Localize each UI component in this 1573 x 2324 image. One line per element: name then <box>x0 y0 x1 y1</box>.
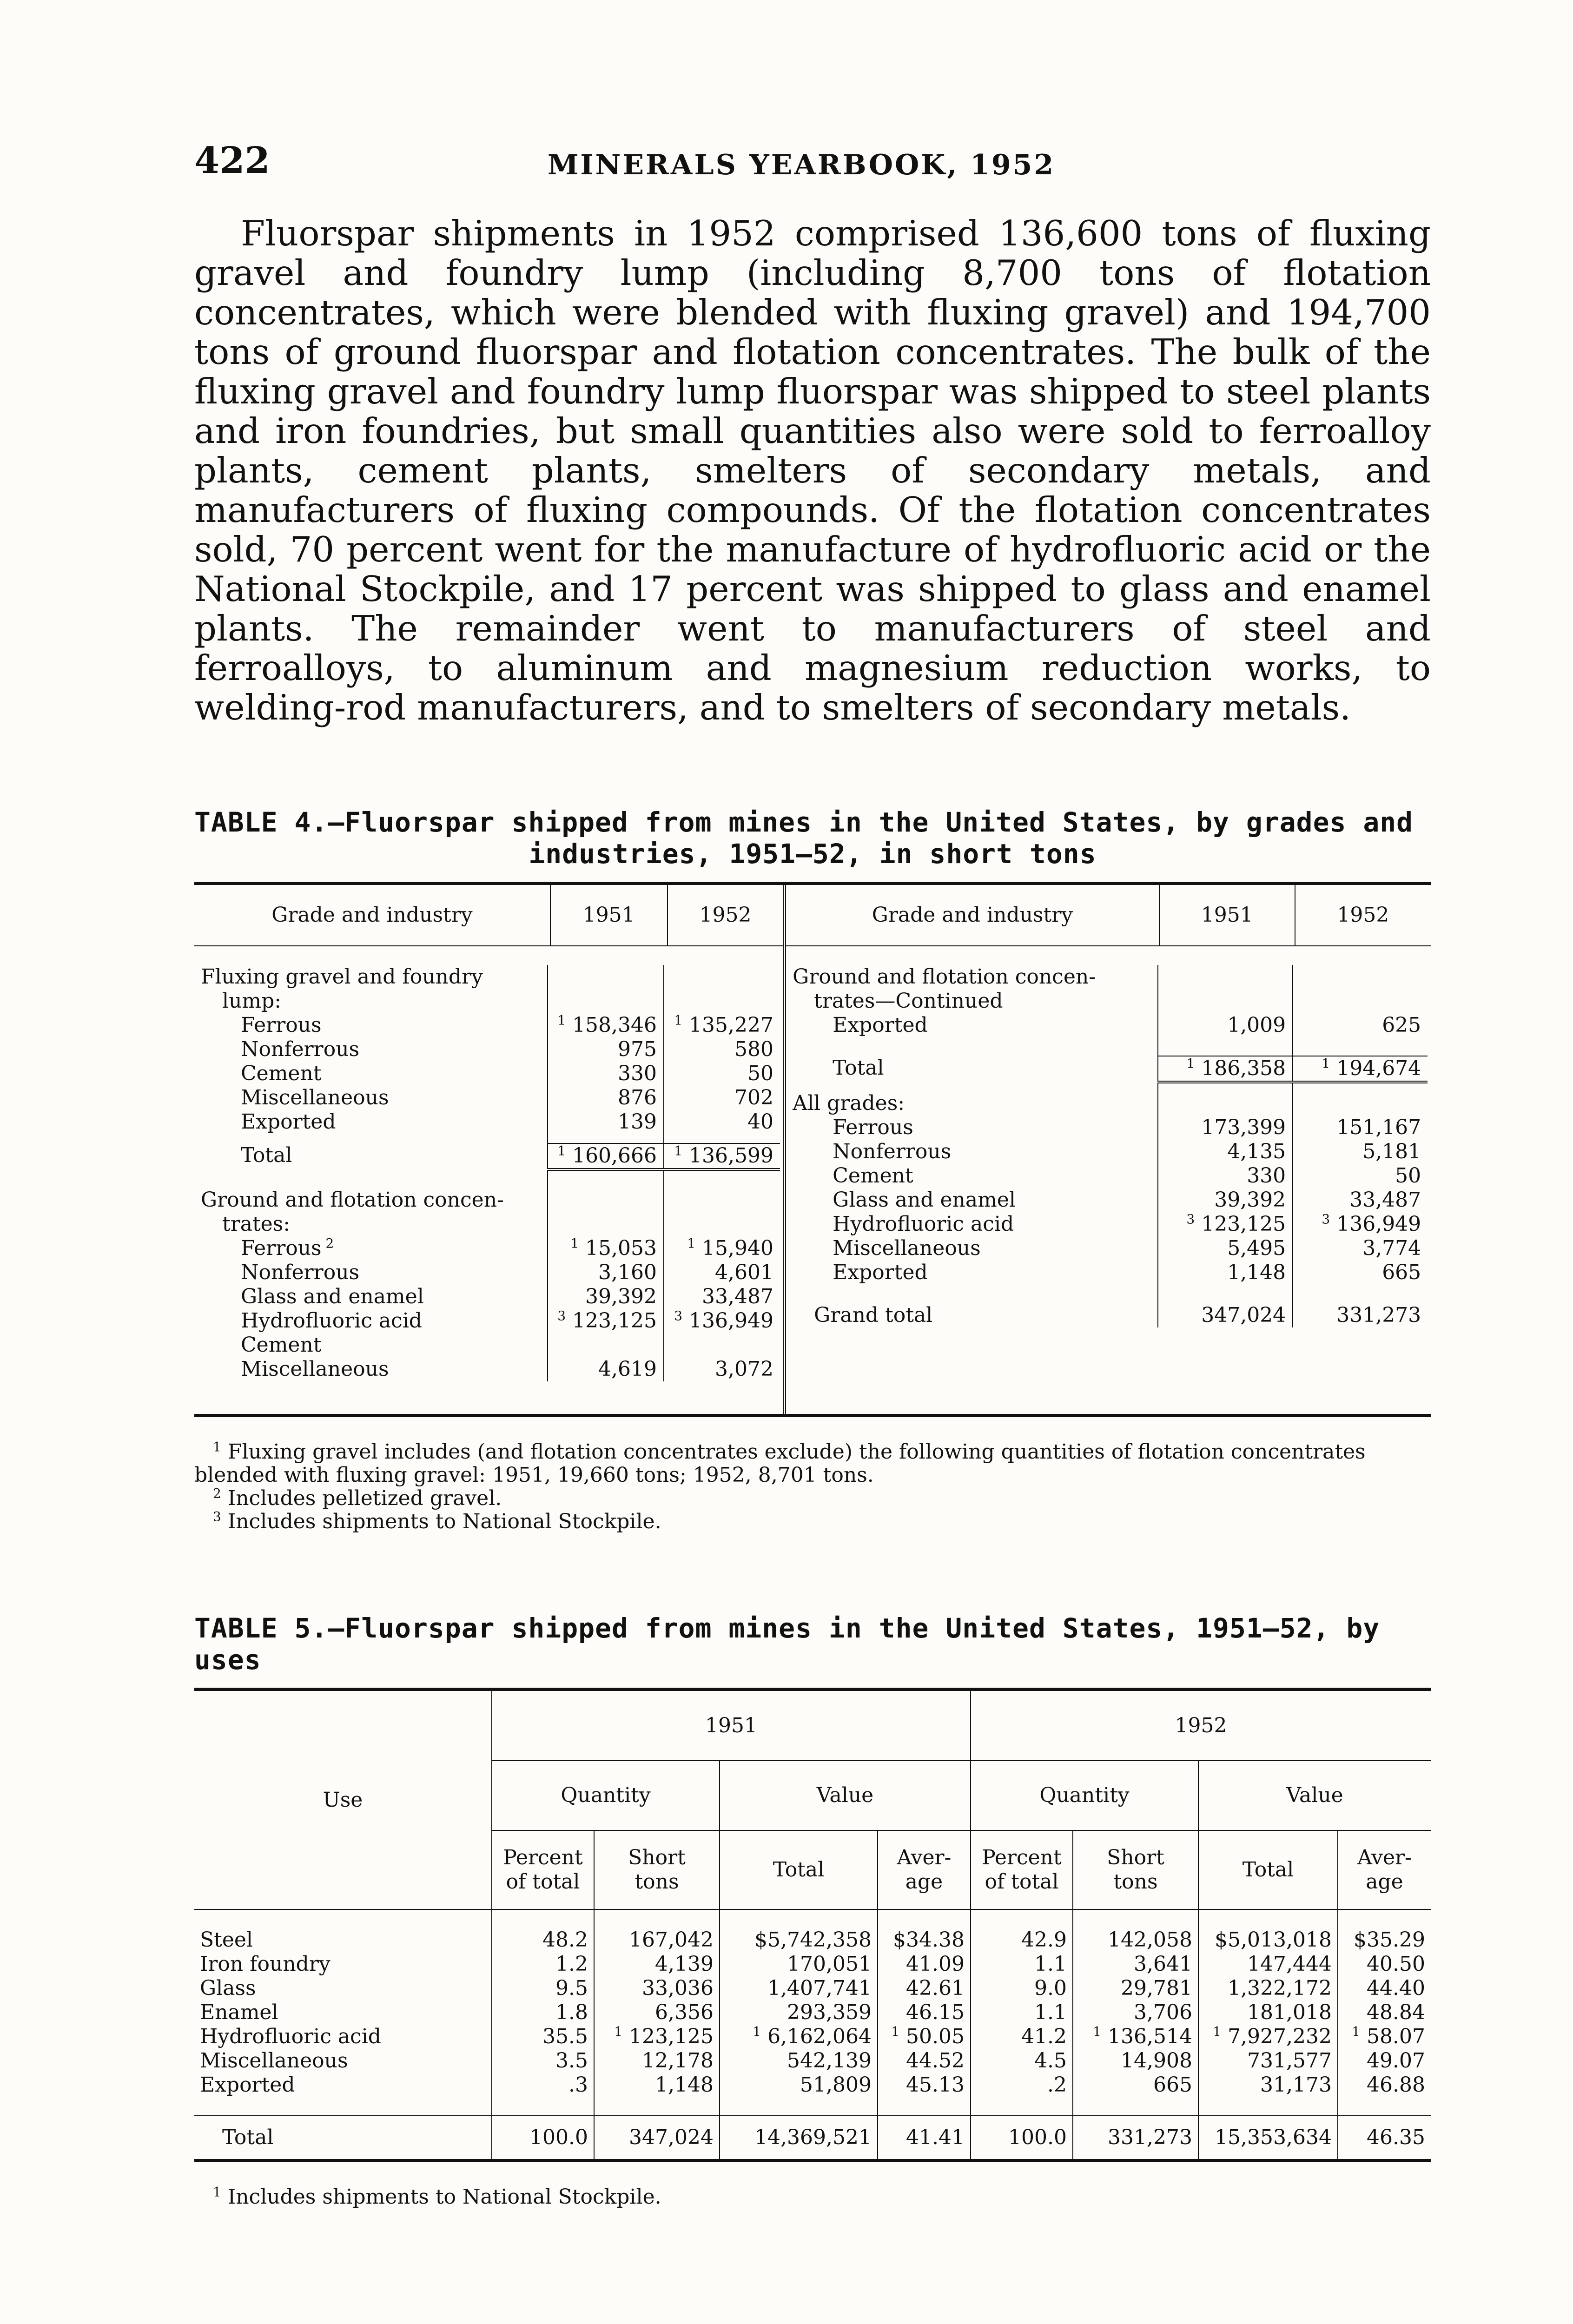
table4-all-label: Exported <box>833 1261 928 1284</box>
table5-use-label: Steel <box>200 1928 253 1952</box>
table4-header-1952-right: 1952 <box>1295 885 1431 946</box>
table5-use-label: Glass <box>200 1976 256 2000</box>
table4-header-grade-right: Grade and industry <box>785 885 1159 946</box>
table4-all-row: Ferrous 173,399 151,167 <box>786 1116 1428 1140</box>
table5-header-quantity-1952: Quantity <box>971 1761 1198 1830</box>
table4-all-label: Hydrofluoric acid <box>833 1212 1014 1236</box>
table5-header-average-1952: Aver- age <box>1338 1830 1431 1909</box>
table4-ground-row: Nonferrous 3,160 4,601 <box>194 1261 780 1285</box>
table4-ground-row: Ferrous $^2$ $^1$ 15,053 $^1$ 15,940 <box>194 1236 780 1261</box>
table5-row: Steel 48.2 167,042 $5,742,358 $34.38 42.9 142,058 $5,013,018 $35.29 <box>194 1928 1431 1952</box>
table4-header-1951-right: 1951 <box>1159 885 1295 946</box>
table4-ground-row: Glass and enamel 39,392 33,487 <box>194 1285 780 1309</box>
table4-all-label: Nonferrous <box>833 1140 952 1163</box>
table4-all-row: Miscellaneous 5,495 3,774 <box>786 1236 1428 1261</box>
table4-all-label: Miscellaneous <box>833 1236 981 1260</box>
table4-ground-label: Ferrous $^2$ <box>241 1236 334 1260</box>
table5-header-average-1951: Aver- age <box>878 1830 971 1909</box>
table4-ground-label: Nonferrous <box>241 1261 360 1284</box>
table4-header-row <box>194 885 1431 946</box>
table4-caption-line1: TABLE 4.—Fluorspar shipped from mines in the United States, by grades and <box>194 806 1414 838</box>
table4-cont-total-label: Total <box>833 1056 884 1080</box>
table5-total-a51: 41.41 <box>878 2116 971 2159</box>
table4-header-1951: 1951 <box>550 885 668 946</box>
table5-total-t52: 15,353,634 <box>1198 2116 1338 2159</box>
table5-total-t51: 14,369,521 <box>720 2116 878 2159</box>
table4-all-row: Cement 330 50 <box>786 1164 1428 1188</box>
table5-row: Exported .3 1,148 51,809 45.13 .2 665 31,173 46.88 <box>194 2073 1431 2097</box>
table4-fluxing-label: Nonferrous <box>241 1037 360 1061</box>
table5-header-percent-1951: Percent of total <box>492 1830 594 1909</box>
table4-all-label: Glass and enamel <box>833 1188 1016 1212</box>
table5-footnote: $^1$ Includes shipments to National Stockpile. <box>213 2184 661 2209</box>
table4-all-label: Cement <box>833 1164 913 1188</box>
table4-all-row: Glass and enamel 39,392 33,487 <box>786 1188 1428 1212</box>
table4-fluxing-total-1952: $^1$ 136,599 <box>664 1143 780 1169</box>
table5-total-s51: 347,024 <box>594 2116 720 2159</box>
table4-fluxing-heading: Fluxing gravel and foundry <box>201 965 483 989</box>
table5-header-1951: 1951 <box>492 1691 971 1761</box>
table5-row: Enamel 1.8 6,356 293,359 46.15 1.1 3,706 181,018 48.84 <box>194 2000 1431 2025</box>
table5-total-p51: 100.0 <box>492 2116 594 2159</box>
table4-grand-total-label: Grand total <box>814 1303 933 1327</box>
table5-total-s52: 331,273 <box>1073 2116 1198 2159</box>
table4-header-1952: 1952 <box>668 885 785 946</box>
table4-fluxing-label: Miscellaneous <box>241 1086 389 1109</box>
table5-total-a52: 46.35 <box>1338 2116 1431 2159</box>
table4-fluxing-row: Exported 139 40 <box>194 1110 780 1134</box>
table4-ground-label: Cement <box>241 1333 322 1357</box>
table4-ground-heading: Ground and flotation concen- <box>201 1188 504 1212</box>
table5-header-use: Use <box>194 1691 492 1909</box>
table5-header-value-1951: Value <box>720 1761 971 1830</box>
table4-ground-row: Miscellaneous 4,619 3,072 <box>194 1357 780 1381</box>
table5-header-1952: 1952 <box>971 1691 1431 1761</box>
table4-cont-heading-cont: trates—Continued <box>814 989 1003 1013</box>
table4-fluxing-total-1951: $^1$ 160,666 <box>548 1143 664 1169</box>
table5-total-p52: 100.0 <box>971 2116 1073 2159</box>
table4-ground-label: Miscellaneous <box>241 1357 389 1381</box>
table4-caption-line2: industries, 1951–52, in short tons <box>529 838 1097 870</box>
table5-header-total-1952: Total <box>1198 1830 1338 1909</box>
table5-header-percent-1952: Percent of total <box>971 1830 1073 1909</box>
table5-row: Hydrofluoric acid 35.5 $^1$ 123,125 $^1$ 6,162,064 $^1$ 50.05 41.2 $^1$ 136,514 $^1$ 7,927,232 $^1$ 58.07 <box>194 2025 1431 2049</box>
table4-all-row: Hydrofluoric acid $^3$ 123,125 $^3$ 136,949 <box>786 1212 1428 1236</box>
table4-all-rows <box>786 1116 1428 1285</box>
table4-all-label: Ferrous <box>833 1116 913 1139</box>
table4-fluxing-heading-cont: lump: <box>222 989 282 1013</box>
page <box>194 139 1431 2209</box>
table4-right-half <box>785 965 1431 1381</box>
table4-fluxing-row: Nonferrous 975 580 <box>194 1037 780 1062</box>
table5-header-value-1952: Value <box>1198 1761 1431 1830</box>
table4-grand-total-1952: 331,273 <box>1293 1303 1428 1327</box>
table5-use-label: Enamel <box>200 2000 278 2024</box>
table4-cont-heading: Ground and flotation concen- <box>793 965 1096 989</box>
table4-cont-row: Exported 1,009 625 <box>786 1013 1428 1037</box>
table4-left-half <box>194 965 785 1381</box>
table4-ground-label: Hydrofluoric acid <box>241 1309 422 1333</box>
table5-caption: TABLE 5.—Fluorspar shipped from mines in the United States, 1951–52, by uses <box>194 1612 1380 1676</box>
table5-header-total-1951: Total <box>720 1830 878 1909</box>
table4-fluxing-total-label: Total <box>241 1143 292 1167</box>
table5-row: Glass 9.5 33,036 1,407,741 42.61 9.0 29,781 1,322,172 44.40 <box>194 1976 1431 2000</box>
table4-ground-row: Hydrofluoric acid $^3$ 123,125 $^3$ 136,949 <box>194 1309 780 1333</box>
table4-all-row: Nonferrous 4,135 5,181 <box>786 1140 1428 1164</box>
table5-header-short-1952: Short tons <box>1073 1830 1198 1909</box>
table4-footnote: $^1$ Fluxing gravel includes (and flotation concentrates exclude) the following quantities of flotation concentrates blended with fluxing gravel: 1951, 19,660 tons; 1952, 8,701 tons. <box>194 1439 1366 1487</box>
table4-footnote: $^3$ Includes shipments to National Stockpile. <box>213 1509 661 1533</box>
page-number: 422 <box>194 139 270 182</box>
intro-paragraph: Fluorspar shipments in 1952 comprised 136,600 tons of fluxing gravel and foundry lump (including 8,700 tons of flotation concentrates, which were blended with fluxing gravel) and 194,700 tons of ground fluorspar and flotation concentrates. The bulk of the fluxing gravel and foundry lump fluorspar was shipped to steel plants and iron foundries, but small quantities also were sold to ferroalloy plants, cement plants, smelters of secondary metals, and manufacturers of fluxing compounds. Of the flotation concentrates sold, 70 percent went for the manufacture of hydrofluoric acid or the National Stockpile, and 17 percent was shipped to glass and enamel plants. The remainder went to manufacturers of steel and ferroalloys, to aluminum and magnesium reduction works, to welding-rod manufacturers, and to smelters of secondary metals. <box>194 213 1431 728</box>
table4-ground-rows <box>194 1236 780 1381</box>
table4-ground-label: Glass and enamel <box>241 1285 424 1308</box>
table4-fluxing-row: Cement 330 50 <box>194 1062 780 1086</box>
table4-footnotes <box>194 1440 1431 1533</box>
table5-row: Miscellaneous 3.5 12,178 542,139 44.52 4.5 14,908 731,577 49.07 <box>194 2049 1431 2073</box>
table4-fluxing-label: Cement <box>241 1062 322 1085</box>
table5-use-label: Exported <box>200 2073 295 2097</box>
table5-row: Iron foundry 1.2 4,139 170,051 41.09 1.1 3,641 147,444 40.50 <box>194 1952 1431 1976</box>
table4-cont-total-1951: $^1$ 186,358 <box>1158 1056 1293 1082</box>
table4-fluxing-row: Ferrous $^1$ 158,346 $^1$ 135,227 <box>194 1013 780 1037</box>
table5-total-row <box>194 2116 1431 2159</box>
table4-footnote: $^2$ Includes pelletized gravel. <box>213 1486 502 1510</box>
running-title: MINERALS YEARBOOK, 1952 <box>548 149 1056 181</box>
table5-use-label: Hydrofluoric acid <box>200 2025 381 2048</box>
table5-total-label: Total <box>194 2116 492 2159</box>
table4-all-row: Exported 1,148 665 <box>786 1261 1428 1285</box>
table4-cont-total-1952: $^1$ 194,674 <box>1293 1056 1428 1082</box>
table4-all-heading: All grades: <box>793 1091 905 1115</box>
table4-caption <box>194 806 1431 870</box>
table4-fluxing-label: Ferrous <box>241 1013 322 1037</box>
table5-rows <box>194 1928 1431 2097</box>
table4-header-grade: Grade and industry <box>194 885 550 946</box>
table5-use-label: Miscellaneous <box>200 2049 348 2073</box>
table4-cont-rows <box>786 1013 1428 1037</box>
table4-fluxing-rows <box>194 1013 780 1134</box>
table5-header-short-1951: Short tons <box>594 1830 720 1909</box>
table5-use-label: Iron foundry <box>200 1952 330 1976</box>
table4-ground-heading-cont: trates: <box>222 1212 291 1236</box>
page-header <box>194 139 1431 195</box>
table4-ground-row <box>194 1333 780 1357</box>
table4 <box>194 885 1431 1414</box>
table5 <box>194 1691 1431 2159</box>
table4-cont-label: Exported <box>833 1013 928 1037</box>
table4-fluxing-row: Miscellaneous 876 702 <box>194 1086 780 1110</box>
table4-grand-total-1951: 347,024 <box>1158 1303 1293 1327</box>
table5-header-quantity-1951: Quantity <box>492 1761 720 1830</box>
table4-fluxing-label: Exported <box>241 1110 336 1134</box>
